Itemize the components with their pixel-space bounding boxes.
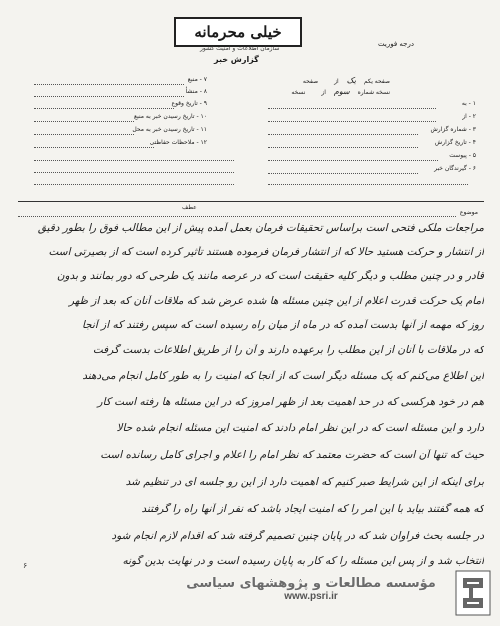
- hand-line: این اطلاع می‌کنم که یک مسئله دیگر است که از آنجا که امنیت را به طور کامل انجام می‌دهند: [82, 370, 484, 382]
- psri-logo-icon: [455, 570, 491, 616]
- field-event-date: ۹ - تاریخ وقوع: [171, 100, 207, 107]
- document-title: خیلی محرمانه: [174, 17, 302, 47]
- field-page: صفحه یکم یک از صفحه: [302, 76, 390, 85]
- subject-label: موضوع: [459, 209, 478, 216]
- field-extra-line: [268, 184, 468, 185]
- hand-line: که همه گفتند بیاید با این امر را که امنیت ایجاد باشد که نفر از آنها راه را گرفتند: [141, 503, 484, 515]
- field-date-to-place-line: [34, 134, 134, 135]
- field-source: ۷ - منبع: [187, 76, 207, 83]
- field-origin: ۸ - منشأ: [185, 88, 207, 95]
- field-attachment: ۵ - پیوست: [449, 152, 476, 159]
- hand-line: برای اینکه از این شرایط صبر کنیم که اهمیت دارد از این رو جلسه ای در تنظیم شد: [125, 476, 484, 488]
- hand-line: مراجعات ملکی فتحی است براساس تحقیقات فرمان بعمل آمده پیش از این مطالب فوق را بطور دقیق: [37, 222, 484, 234]
- hand-line: در جلسه بحث فراوان شد که در پایان چنین تصمیم گرفته شد که اقدام لازم انجام شود: [111, 530, 484, 542]
- hand-line: قادر و در چنین مطلب و دیگر کلیه حقیقت است که در عرصه مانند یک طرحی که دور بمانند و بدون: [56, 270, 484, 282]
- field-report-date-line: [268, 147, 418, 148]
- watermark-url: www.psri.ir: [284, 591, 338, 602]
- field-report-number: ۳ - شماره گزارش: [430, 126, 476, 133]
- hand-line: حیث که تنها آن است که حضرت معتمد که نظر امام را اعلام و اجرای کامل رسانده است: [100, 449, 484, 461]
- field-from-line: [268, 121, 436, 122]
- field-blank-line-2: [34, 172, 234, 173]
- reference-label: عطف: [182, 204, 197, 211]
- page-number: ۶: [23, 561, 28, 570]
- watermark: [176, 576, 446, 616]
- watermark-org: مؤسسه مطالعات و پژوهشهای سیاسی: [186, 576, 436, 591]
- field-report-number-line: [268, 134, 418, 135]
- field-date-to-source-line: [34, 121, 134, 122]
- field-security-notes: ۱۲ - ملاحظات حفاظتی: [149, 139, 207, 146]
- field-source-line: [34, 84, 184, 85]
- hand-line: روز که مهمه از آنها بدست آمده که در ماه از میان راه رسیده است که سپس رفتند که از آنجا: [81, 319, 484, 331]
- field-date-to-place: ۱۱ - تاریخ رسیدن خبر به محل: [132, 126, 207, 133]
- hand-line: دارد و این مسئله است که در این نظر امام دادند که امنیت این مسئله انجام شده حالا: [116, 422, 484, 434]
- field-event-date-line: [34, 108, 174, 109]
- urgency-label: درجه فوریت: [378, 40, 414, 48]
- hand-line: امام یک حرکت قدرت اعلام از این چنین مسئله ها شده عرض شد که ملاقات آنان که بعد از ظهر: [69, 295, 484, 307]
- report-title: گزارش خبر: [214, 55, 259, 64]
- document-subtitle: سازمان اطلاعات و امنیت کشور: [200, 45, 280, 52]
- field-security-notes-line: [34, 147, 154, 148]
- hand-line: هم در خود هرکسی که در حد اهمیت بعد از ظهر امروز که در این مسئله ها رفته است کار: [97, 396, 484, 408]
- field-origin-line: [34, 96, 184, 97]
- field-attachment-line: [268, 160, 438, 161]
- field-copy: نسخه شماره سوم از نسخه: [291, 87, 390, 96]
- hand-line: از انتشار و حرکت هستید حالا که از انتشار فرمان فرموده هستند تأثیر کرده است که از بصیرتی است: [48, 246, 484, 258]
- section-divider: [18, 201, 484, 202]
- field-to: ۱ - به: [461, 100, 476, 107]
- field-to-line: [268, 108, 436, 109]
- field-from: ۲ - از: [462, 113, 476, 120]
- field-recipients-line: [268, 173, 418, 174]
- field-blank-line-1: [34, 160, 234, 161]
- field-blank-line-3: [34, 184, 234, 185]
- field-recipients: ۶ - گیرندگان خبر: [434, 165, 476, 172]
- field-date-to-source: ۱۰ - تاریخ رسیدن خبر به منبع: [133, 113, 207, 120]
- hand-line: انتخاب شد و از پس این مسئله را که کار به پایان رسیده است و در نهایت بدین گونه: [122, 555, 484, 567]
- field-report-date: ۴ - تاریخ گزارش: [434, 139, 476, 146]
- subject-line: [18, 216, 456, 217]
- hand-line: که در ملاقات با آنان از این مطلب را برعهده دارند و آن را از طریق اطلاعات بدست گرفت: [92, 344, 484, 356]
